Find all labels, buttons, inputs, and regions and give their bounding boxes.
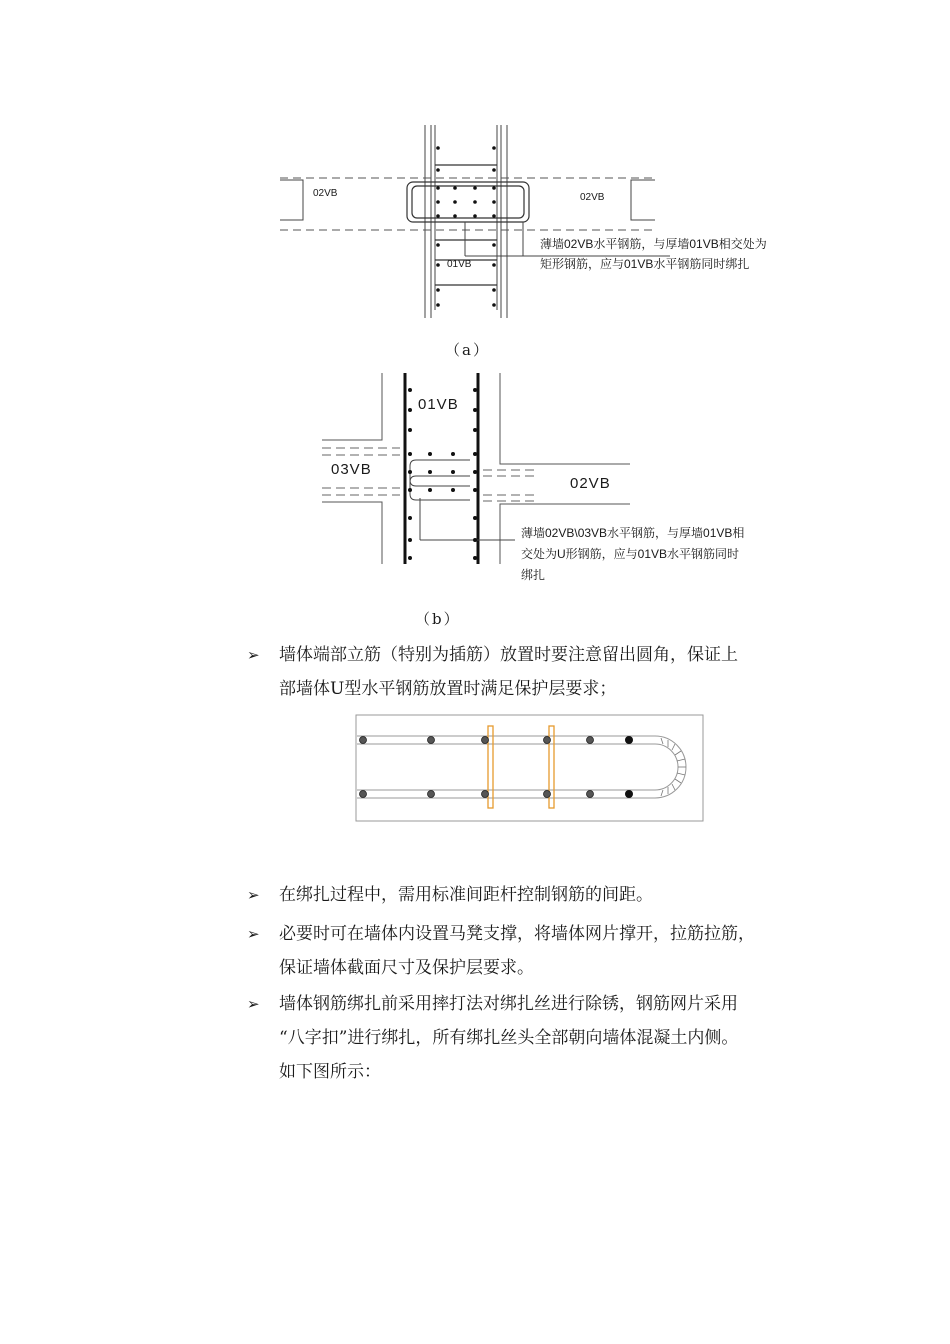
- figure-a-caption: （a）: [445, 341, 490, 359]
- bullet-text: [279, 987, 839, 1089]
- bullet-line: 墙体端部立筋（特别为插筋）放置时要注意留出圆角，保证上: [279, 645, 738, 665]
- bullet-line: 保证墙体截面尺寸及保护层要求。: [279, 958, 534, 978]
- figure-a-note-line: 矩形钢筋，应与01VB水平钢筋同时绑扎: [540, 257, 750, 271]
- arrow-bullet-icon: ➢: [247, 925, 260, 943]
- figure-a-label-left: 02VB: [313, 188, 338, 199]
- bullet-text: [279, 878, 839, 912]
- bullet-item: [247, 638, 847, 708]
- arrow-bullet-icon: ➢: [247, 886, 260, 904]
- bullet-line: 在绑扎过程中，需用标准间距杆控制钢筋的间距。: [279, 885, 653, 905]
- figure-b-label-left: 03VB: [331, 461, 372, 478]
- bullet-line: 如下图所示：: [279, 1062, 381, 1082]
- figure-b-caption: （b）: [415, 610, 461, 628]
- bullet-text: [279, 917, 839, 985]
- figure-b-label-top: 01VB: [418, 396, 459, 413]
- figure-b-note-line: 绑扎: [521, 568, 546, 582]
- bullet-line: 墙体钢筋绑扎前采用摔打法对绑扎丝进行除锈，钢筋网片采用: [279, 994, 738, 1014]
- figure-a-note-line: 薄墙02VB水平钢筋，与厚墙01VB相交处为: [540, 237, 767, 251]
- figure-b-note-line: 交处为U形钢筋，应与01VB水平钢筋同时: [521, 547, 740, 561]
- figure-a-note: [540, 234, 767, 274]
- figure-b-note: [521, 523, 744, 586]
- figure-a-drawing: [275, 120, 775, 330]
- bullet-line: “八字扣”进行绑扎，所有绑扎丝头全部朝向墙体混凝土内侧。: [279, 1028, 739, 1048]
- bullet-item: [247, 878, 847, 912]
- figure-a-label-bottom: 01VB: [447, 259, 472, 270]
- arrow-bullet-icon: ➢: [247, 646, 260, 664]
- bullet-item: [247, 987, 847, 1097]
- bullet-text: [279, 638, 839, 706]
- figure-b-note-line: 薄墙02VB\03VB水平钢筋，与厚墙01VB相: [521, 526, 745, 540]
- bullet-item: [247, 917, 847, 987]
- figure-c-drawing: [355, 714, 705, 824]
- arrow-bullet-icon: ➢: [247, 995, 260, 1013]
- bullet-line: 必要时可在墙体内设置马凳支撑，将墙体网片撑开，拉筋拉筋，: [279, 924, 755, 944]
- figure-a-label-right: 02VB: [580, 192, 605, 203]
- bullet-line: 部墙体U型水平钢筋放置时满足保护层要求；: [279, 679, 617, 699]
- figure-b-label-right: 02VB: [570, 475, 611, 492]
